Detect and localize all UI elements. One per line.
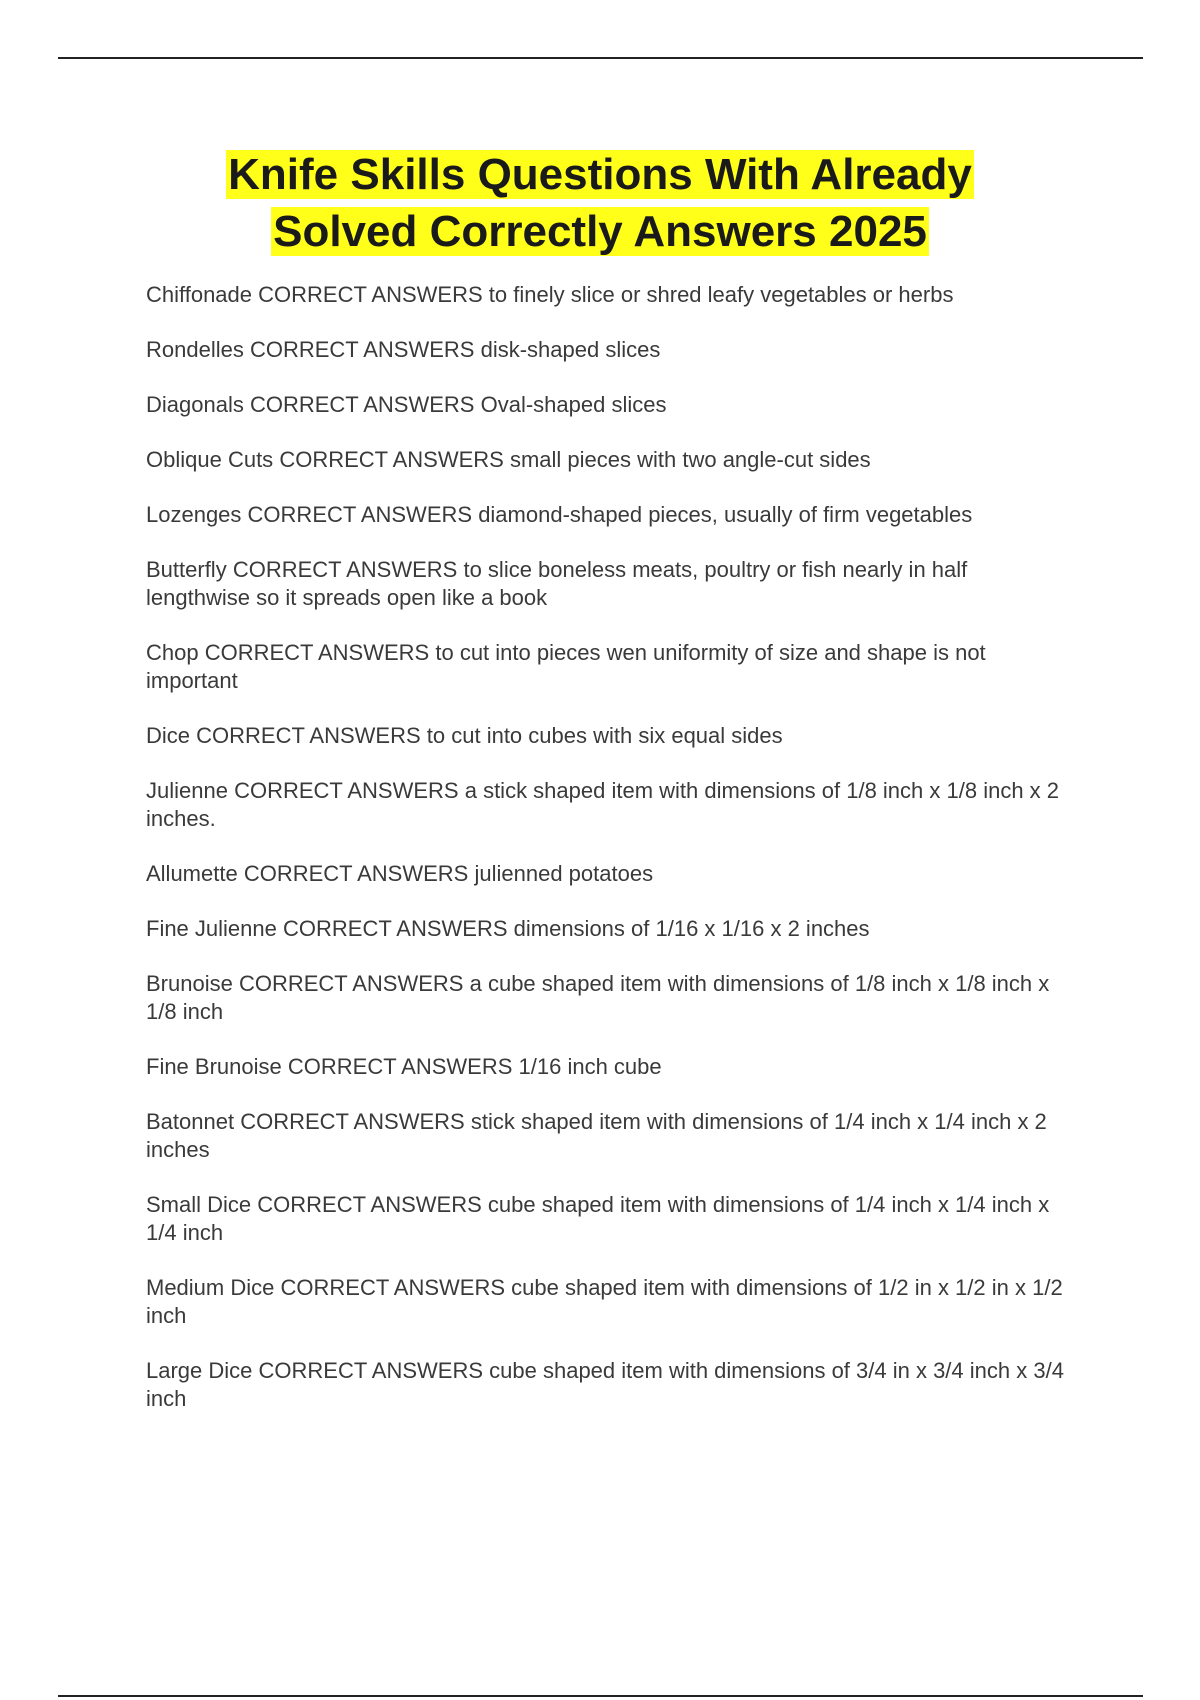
entry-term: Chiffonade: [146, 282, 253, 307]
entry-definition: cube shaped item with dimensions of 3/4 in x 3/4 inch x 3/4 inch: [146, 1358, 1064, 1411]
qa-entry: [146, 391, 1076, 419]
entry-term: Lozenges: [146, 502, 242, 527]
entry-term: Dice: [146, 723, 191, 748]
entry-separator: CORRECT ANSWERS: [249, 337, 475, 362]
entry-definition: dimensions of 1/16 x 1/16 x 2 inches: [513, 916, 870, 941]
qa-entry: [146, 777, 1076, 833]
entry-term: Rondelles: [146, 337, 244, 362]
qa-entry: [146, 556, 1076, 612]
qa-entry: [146, 915, 1076, 943]
entry-term: Butterfly: [146, 557, 227, 582]
entry-definition: to finely slice or shred leafy vegetables or herbs: [488, 282, 954, 307]
entry-separator: CORRECT ANSWERS: [280, 1275, 506, 1300]
entry-definition: to slice boneless meats, poultry or fish nearly in half lengthwise so it spreads open like a book: [146, 557, 968, 610]
entry-separator: CORRECT ANSWERS: [234, 778, 459, 803]
entry-separator: CORRECT ANSWERS: [196, 723, 421, 748]
entry-definition: to cut into cubes with six equal sides: [426, 723, 783, 748]
entry-separator: CORRECT ANSWERS: [258, 1358, 484, 1383]
entry-term: Medium Dice: [146, 1275, 275, 1300]
entry-separator: CORRECT ANSWERS: [247, 502, 473, 527]
qa-entry: [146, 860, 1076, 888]
entry-separator: CORRECT ANSWERS: [257, 1192, 482, 1217]
entry-definition: stick shaped item with dimensions of 1/4 inch x 1/4 inch x 2 inches: [146, 1109, 1047, 1162]
title-line-1: Knife Skills Questions With Already: [228, 150, 972, 199]
qa-entry: [146, 639, 1076, 695]
entry-term: Chop: [146, 640, 199, 665]
entry-definition: cube shaped item with dimensions of 1/2 in x 1/2 in x 1/2 inch: [146, 1275, 1063, 1328]
entry-definition: small pieces with two angle-cut sides: [509, 447, 871, 472]
entry-separator: CORRECT ANSWERS: [283, 916, 508, 941]
entry-definition: 1/16 inch cube: [518, 1054, 662, 1079]
entry-definition: cube shaped item with dimensions of 1/4 inch x 1/4 inch x 1/4 inch: [146, 1192, 1050, 1245]
entry-term: Julienne: [146, 778, 228, 803]
entry-term: Large Dice: [146, 1358, 253, 1383]
qa-list: [146, 281, 1076, 1440]
entry-definition: Oval-shaped slices: [480, 392, 667, 417]
entry-definition: a cube shaped item with dimensions of 1/8 inch x 1/8 inch x 1/8 inch: [146, 971, 1050, 1024]
qa-entry: [146, 1274, 1076, 1330]
qa-entry: [146, 446, 1076, 474]
qa-entry: [146, 722, 1076, 750]
entry-definition: to cut into pieces wen uniformity of size and shape is not important: [146, 640, 986, 693]
qa-entry: [146, 970, 1076, 1026]
entry-separator: CORRECT ANSWERS: [240, 1109, 465, 1134]
document-title: [100, 146, 1100, 260]
top-divider: [58, 57, 1143, 59]
bottom-divider: [58, 1695, 1143, 1697]
entry-term: Diagonals: [146, 392, 244, 417]
title-line-2: Solved Correctly Answers 2025: [273, 207, 927, 256]
entry-term: Oblique Cuts: [146, 447, 274, 472]
entry-definition: a stick shaped item with dimensions of 1/8 inch x 1/8 inch x 2 inches.: [146, 778, 1060, 831]
entry-separator: CORRECT ANSWERS: [232, 557, 458, 582]
qa-entry: [146, 336, 1076, 364]
qa-entry: [146, 501, 1076, 529]
entry-definition: disk-shaped slices: [480, 337, 661, 362]
entry-definition: diamond-shaped pieces, usually of firm vegetables: [478, 502, 973, 527]
entry-separator: CORRECT ANSWERS: [204, 640, 430, 665]
qa-entry: [146, 1053, 1076, 1081]
entry-term: Brunoise: [146, 971, 233, 996]
entry-term: Allumette: [146, 861, 238, 886]
qa-entry: [146, 281, 1076, 309]
entry-separator: CORRECT ANSWERS: [249, 392, 475, 417]
qa-entry: [146, 1108, 1076, 1164]
entry-term: Small Dice: [146, 1192, 252, 1217]
entry-separator: CORRECT ANSWERS: [258, 282, 483, 307]
entry-separator: CORRECT ANSWERS: [243, 861, 469, 886]
qa-entry: [146, 1357, 1076, 1413]
entry-separator: CORRECT ANSWERS: [287, 1054, 513, 1079]
entry-term: Fine Brunoise: [146, 1054, 282, 1079]
entry-separator: CORRECT ANSWERS: [279, 447, 504, 472]
qa-entry: [146, 1191, 1076, 1247]
entry-term: Batonnet: [146, 1109, 235, 1134]
entry-definition: julienned potatoes: [474, 861, 654, 886]
entry-separator: CORRECT ANSWERS: [238, 971, 464, 996]
entry-term: Fine Julienne: [146, 916, 277, 941]
